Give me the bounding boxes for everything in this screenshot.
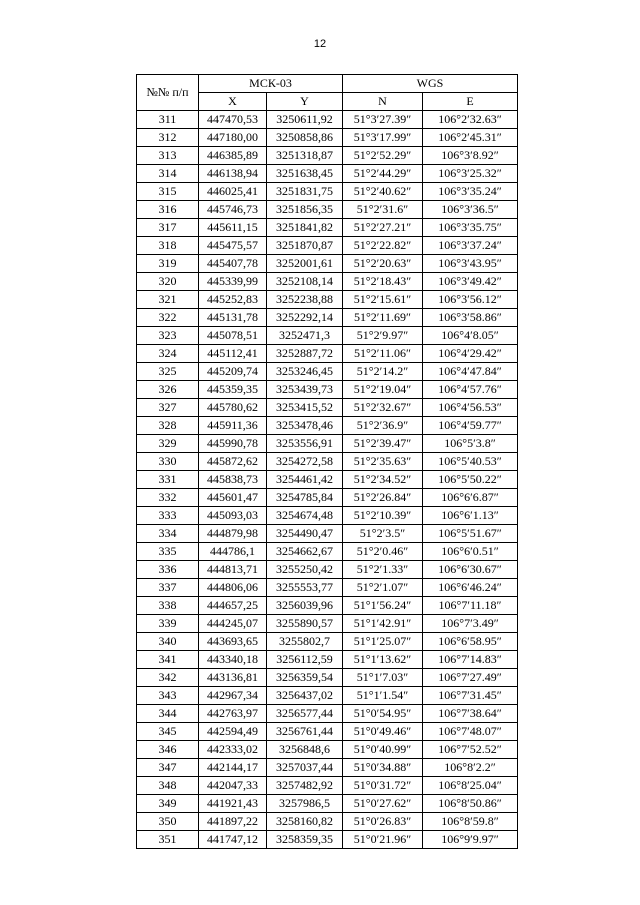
table-row xyxy=(137,381,518,399)
cell-y: 3252238,88 xyxy=(267,291,343,309)
cell-x: 447470,53 xyxy=(199,111,267,129)
table-row xyxy=(137,615,518,633)
cell-y: 3256577,44 xyxy=(267,705,343,723)
coordinates-table xyxy=(136,74,518,849)
cell-e: 106°3′25.32″ xyxy=(423,165,518,183)
cell-point-number: 319 xyxy=(137,255,199,273)
cell-n: 51°1′1.54″ xyxy=(343,687,423,705)
cell-n: 51°2′19.04″ xyxy=(343,381,423,399)
cell-y: 3255802,7 xyxy=(267,633,343,651)
table-row xyxy=(137,525,518,543)
table-row xyxy=(137,399,518,417)
page-number: 12 xyxy=(313,38,327,50)
cell-n: 51°2′44.29″ xyxy=(343,165,423,183)
cell-point-number: 346 xyxy=(137,741,199,759)
cell-e: 106°4′8.05″ xyxy=(423,327,518,345)
cell-x: 443340,18 xyxy=(199,651,267,669)
table-row xyxy=(137,831,518,849)
cell-point-number: 314 xyxy=(137,165,199,183)
cell-e: 106°4′29.42″ xyxy=(423,345,518,363)
cell-y: 3254785,84 xyxy=(267,489,343,507)
cell-e: 106°9′9.97″ xyxy=(423,831,518,849)
table-row xyxy=(137,561,518,579)
cell-x: 445911,36 xyxy=(199,417,267,435)
table-row xyxy=(137,471,518,489)
table-row xyxy=(137,219,518,237)
cell-n: 51°0′27.62″ xyxy=(343,795,423,813)
cell-point-number: 336 xyxy=(137,561,199,579)
cell-n: 51°2′36.9″ xyxy=(343,417,423,435)
cell-y: 3254461,42 xyxy=(267,471,343,489)
cell-n: 51°1′42.91″ xyxy=(343,615,423,633)
table-row xyxy=(137,723,518,741)
cell-point-number: 331 xyxy=(137,471,199,489)
cell-n: 51°3′27.39″ xyxy=(343,111,423,129)
table-row xyxy=(137,291,518,309)
cell-n: 51°0′49.46″ xyxy=(343,723,423,741)
cell-x: 445475,57 xyxy=(199,237,267,255)
table-row xyxy=(137,669,518,687)
table-row xyxy=(137,345,518,363)
table-row xyxy=(137,597,518,615)
cell-point-number: 330 xyxy=(137,453,199,471)
cell-x: 445990,78 xyxy=(199,435,267,453)
cell-x: 441921,43 xyxy=(199,795,267,813)
cell-x: 444813,71 xyxy=(199,561,267,579)
cell-e: 106°4′59.77″ xyxy=(423,417,518,435)
header-wgs: WGS xyxy=(343,75,518,93)
cell-y: 3258160,82 xyxy=(267,813,343,831)
cell-point-number: 327 xyxy=(137,399,199,417)
cell-point-number: 326 xyxy=(137,381,199,399)
cell-n: 51°2′9.97″ xyxy=(343,327,423,345)
cell-n: 51°2′22.82″ xyxy=(343,237,423,255)
cell-y: 3254272,58 xyxy=(267,453,343,471)
cell-e: 106°3′35.24″ xyxy=(423,183,518,201)
cell-point-number: 323 xyxy=(137,327,199,345)
table-body xyxy=(137,111,518,849)
cell-x: 444786,1 xyxy=(199,543,267,561)
header-n: N xyxy=(343,93,423,111)
cell-x: 445780,62 xyxy=(199,399,267,417)
cell-n: 51°2′3.5″ xyxy=(343,525,423,543)
cell-e: 106°7′11.18″ xyxy=(423,597,518,615)
table-row xyxy=(137,777,518,795)
cell-point-number: 335 xyxy=(137,543,199,561)
cell-y: 3251856,35 xyxy=(267,201,343,219)
cell-point-number: 320 xyxy=(137,273,199,291)
cell-x: 441897,22 xyxy=(199,813,267,831)
cell-point-number: 343 xyxy=(137,687,199,705)
cell-y: 3253439,73 xyxy=(267,381,343,399)
cell-y: 3253415,52 xyxy=(267,399,343,417)
table-row xyxy=(137,705,518,723)
table-row xyxy=(137,273,518,291)
cell-point-number: 333 xyxy=(137,507,199,525)
cell-n: 51°0′26.83″ xyxy=(343,813,423,831)
cell-y: 3252471,3 xyxy=(267,327,343,345)
cell-n: 51°2′0.46″ xyxy=(343,543,423,561)
table-row xyxy=(137,453,518,471)
table-row xyxy=(137,255,518,273)
cell-e: 106°7′3.49″ xyxy=(423,615,518,633)
cell-y: 3251318,87 xyxy=(267,147,343,165)
cell-e: 106°4′57.76″ xyxy=(423,381,518,399)
cell-e: 106°3′35.75″ xyxy=(423,219,518,237)
table-row xyxy=(137,489,518,507)
cell-n: 51°2′34.52″ xyxy=(343,471,423,489)
cell-e: 106°3′37.24″ xyxy=(423,237,518,255)
cell-point-number: 334 xyxy=(137,525,199,543)
cell-e: 106°6′30.67″ xyxy=(423,561,518,579)
cell-n: 51°2′14.2″ xyxy=(343,363,423,381)
table-row xyxy=(137,741,518,759)
table-row xyxy=(137,201,518,219)
cell-e: 106°3′43.95″ xyxy=(423,255,518,273)
cell-e: 106°3′36.5″ xyxy=(423,201,518,219)
cell-y: 3258359,35 xyxy=(267,831,343,849)
cell-x: 445359,35 xyxy=(199,381,267,399)
cell-y: 3256039,96 xyxy=(267,597,343,615)
cell-y: 3256359,54 xyxy=(267,669,343,687)
table-row xyxy=(137,651,518,669)
cell-x: 445601,47 xyxy=(199,489,267,507)
table-row xyxy=(137,543,518,561)
cell-x: 445112,41 xyxy=(199,345,267,363)
cell-e: 106°5′3.8″ xyxy=(423,435,518,453)
cell-n: 51°2′39.47″ xyxy=(343,435,423,453)
table-row xyxy=(137,759,518,777)
cell-point-number: 340 xyxy=(137,633,199,651)
cell-e: 106°3′58.86″ xyxy=(423,309,518,327)
cell-x: 442594,49 xyxy=(199,723,267,741)
cell-e: 106°3′8.92″ xyxy=(423,147,518,165)
cell-point-number: 349 xyxy=(137,795,199,813)
cell-y: 3257482,92 xyxy=(267,777,343,795)
cell-e: 106°7′38.64″ xyxy=(423,705,518,723)
cell-y: 3254674,48 xyxy=(267,507,343,525)
cell-y: 3250858,86 xyxy=(267,129,343,147)
cell-n: 51°0′54.95″ xyxy=(343,705,423,723)
cell-y: 3250611,92 xyxy=(267,111,343,129)
table-row xyxy=(137,417,518,435)
cell-x: 445093,03 xyxy=(199,507,267,525)
cell-point-number: 350 xyxy=(137,813,199,831)
cell-point-number: 337 xyxy=(137,579,199,597)
header-point-number: №№ п/п xyxy=(137,75,199,111)
cell-point-number: 321 xyxy=(137,291,199,309)
cell-y: 3255553,77 xyxy=(267,579,343,597)
cell-n: 51°2′10.39″ xyxy=(343,507,423,525)
cell-x: 445339,99 xyxy=(199,273,267,291)
cell-point-number: 341 xyxy=(137,651,199,669)
cell-e: 106°6′46.24″ xyxy=(423,579,518,597)
cell-y: 3257986,5 xyxy=(267,795,343,813)
table-row xyxy=(137,309,518,327)
cell-n: 51°0′21.96″ xyxy=(343,831,423,849)
cell-x: 444657,25 xyxy=(199,597,267,615)
cell-n: 51°2′1.33″ xyxy=(343,561,423,579)
cell-point-number: 311 xyxy=(137,111,199,129)
cell-y: 3252108,14 xyxy=(267,273,343,291)
cell-n: 51°2′32.67″ xyxy=(343,399,423,417)
cell-x: 446138,94 xyxy=(199,165,267,183)
table-header xyxy=(137,75,518,111)
cell-n: 51°1′25.07″ xyxy=(343,633,423,651)
cell-e: 106°7′52.52″ xyxy=(423,741,518,759)
cell-e: 106°6′6.87″ xyxy=(423,489,518,507)
cell-y: 3252001,61 xyxy=(267,255,343,273)
cell-point-number: 329 xyxy=(137,435,199,453)
cell-point-number: 332 xyxy=(137,489,199,507)
cell-x: 445131,78 xyxy=(199,309,267,327)
cell-e: 106°6′1.13″ xyxy=(423,507,518,525)
cell-x: 445872,62 xyxy=(199,453,267,471)
cell-e: 106°2′45.31″ xyxy=(423,129,518,147)
cell-e: 106°7′14.83″ xyxy=(423,651,518,669)
cell-y: 3253478,46 xyxy=(267,417,343,435)
cell-e: 106°7′48.07″ xyxy=(423,723,518,741)
cell-y: 3253246,45 xyxy=(267,363,343,381)
cell-y: 3251831,75 xyxy=(267,183,343,201)
cell-y: 3256437,02 xyxy=(267,687,343,705)
cell-y: 3253556,91 xyxy=(267,435,343,453)
cell-point-number: 347 xyxy=(137,759,199,777)
cell-n: 51°1′13.62″ xyxy=(343,651,423,669)
cell-e: 106°7′27.49″ xyxy=(423,669,518,687)
cell-x: 445078,51 xyxy=(199,327,267,345)
cell-y: 3251841,82 xyxy=(267,219,343,237)
cell-point-number: 315 xyxy=(137,183,199,201)
table-row xyxy=(137,129,518,147)
cell-x: 444245,07 xyxy=(199,615,267,633)
cell-x: 447180,00 xyxy=(199,129,267,147)
cell-x: 442333,02 xyxy=(199,741,267,759)
table-row xyxy=(137,183,518,201)
cell-y: 3254662,67 xyxy=(267,543,343,561)
cell-x: 444806,06 xyxy=(199,579,267,597)
cell-point-number: 345 xyxy=(137,723,199,741)
table-row xyxy=(137,363,518,381)
header-e: E xyxy=(423,93,518,111)
cell-point-number: 342 xyxy=(137,669,199,687)
cell-y: 3256761,44 xyxy=(267,723,343,741)
cell-n: 51°2′31.6″ xyxy=(343,201,423,219)
cell-e: 106°3′56.12″ xyxy=(423,291,518,309)
cell-n: 51°1′56.24″ xyxy=(343,597,423,615)
cell-x: 445746,73 xyxy=(199,201,267,219)
cell-point-number: 351 xyxy=(137,831,199,849)
cell-x: 442967,34 xyxy=(199,687,267,705)
cell-y: 3255890,57 xyxy=(267,615,343,633)
cell-point-number: 348 xyxy=(137,777,199,795)
cell-e: 106°8′50.86″ xyxy=(423,795,518,813)
cell-x: 443136,81 xyxy=(199,669,267,687)
table-row xyxy=(137,813,518,831)
cell-x: 445209,74 xyxy=(199,363,267,381)
cell-x: 445252,83 xyxy=(199,291,267,309)
table-row xyxy=(137,579,518,597)
cell-point-number: 338 xyxy=(137,597,199,615)
cell-x: 446385,89 xyxy=(199,147,267,165)
cell-y: 3252292,14 xyxy=(267,309,343,327)
cell-n: 51°2′40.62″ xyxy=(343,183,423,201)
cell-e: 106°5′51.67″ xyxy=(423,525,518,543)
cell-e: 106°4′47.84″ xyxy=(423,363,518,381)
cell-point-number: 312 xyxy=(137,129,199,147)
header-msk03: МСК-03 xyxy=(199,75,343,93)
cell-n: 51°2′26.84″ xyxy=(343,489,423,507)
cell-n: 51°2′1.07″ xyxy=(343,579,423,597)
cell-y: 3255250,42 xyxy=(267,561,343,579)
cell-n: 51°2′20.63″ xyxy=(343,255,423,273)
cell-e: 106°4′56.53″ xyxy=(423,399,518,417)
table-row xyxy=(137,147,518,165)
cell-y: 3251638,45 xyxy=(267,165,343,183)
cell-e: 106°8′25.04″ xyxy=(423,777,518,795)
cell-y: 3256848,6 xyxy=(267,741,343,759)
cell-e: 106°8′59.8″ xyxy=(423,813,518,831)
cell-point-number: 322 xyxy=(137,309,199,327)
cell-n: 51°2′35.63″ xyxy=(343,453,423,471)
cell-point-number: 316 xyxy=(137,201,199,219)
table-row xyxy=(137,795,518,813)
table-row xyxy=(137,237,518,255)
cell-e: 106°6′58.95″ xyxy=(423,633,518,651)
cell-y: 3256112,59 xyxy=(267,651,343,669)
cell-point-number: 339 xyxy=(137,615,199,633)
table-row xyxy=(137,165,518,183)
header-x: X xyxy=(199,93,267,111)
cell-e: 106°3′49.42″ xyxy=(423,273,518,291)
cell-x: 441747,12 xyxy=(199,831,267,849)
cell-y: 3257037,44 xyxy=(267,759,343,777)
cell-x: 445407,78 xyxy=(199,255,267,273)
cell-x: 445838,73 xyxy=(199,471,267,489)
cell-n: 51°2′11.06″ xyxy=(343,345,423,363)
cell-x: 444879,98 xyxy=(199,525,267,543)
cell-x: 443693,65 xyxy=(199,633,267,651)
cell-x: 442763,97 xyxy=(199,705,267,723)
cell-x: 442144,17 xyxy=(199,759,267,777)
cell-n: 51°2′18.43″ xyxy=(343,273,423,291)
cell-point-number: 324 xyxy=(137,345,199,363)
cell-e: 106°5′40.53″ xyxy=(423,453,518,471)
cell-point-number: 317 xyxy=(137,219,199,237)
cell-n: 51°3′17.99″ xyxy=(343,129,423,147)
cell-e: 106°5′50.22″ xyxy=(423,471,518,489)
cell-n: 51°2′27.21″ xyxy=(343,219,423,237)
cell-point-number: 313 xyxy=(137,147,199,165)
cell-n: 51°2′15.61″ xyxy=(343,291,423,309)
cell-e: 106°2′32.63″ xyxy=(423,111,518,129)
table-row xyxy=(137,507,518,525)
cell-point-number: 328 xyxy=(137,417,199,435)
table-row xyxy=(137,327,518,345)
cell-e: 106°7′31.45″ xyxy=(423,687,518,705)
cell-y: 3254490,47 xyxy=(267,525,343,543)
table-row xyxy=(137,435,518,453)
header-y: Y xyxy=(267,93,343,111)
table-row xyxy=(137,111,518,129)
cell-point-number: 344 xyxy=(137,705,199,723)
cell-n: 51°0′40.99″ xyxy=(343,741,423,759)
table-row xyxy=(137,633,518,651)
cell-x: 442047,33 xyxy=(199,777,267,795)
cell-x: 445611,15 xyxy=(199,219,267,237)
cell-n: 51°2′52.29″ xyxy=(343,147,423,165)
cell-y: 3252887,72 xyxy=(267,345,343,363)
cell-y: 3251870,87 xyxy=(267,237,343,255)
table-row xyxy=(137,687,518,705)
cell-point-number: 318 xyxy=(137,237,199,255)
cell-e: 106°6′0.51″ xyxy=(423,543,518,561)
cell-n: 51°0′34.88″ xyxy=(343,759,423,777)
cell-n: 51°1′7.03″ xyxy=(343,669,423,687)
cell-n: 51°2′11.69″ xyxy=(343,309,423,327)
cell-point-number: 325 xyxy=(137,363,199,381)
cell-e: 106°8′2.2″ xyxy=(423,759,518,777)
cell-n: 51°0′31.72″ xyxy=(343,777,423,795)
cell-x: 446025,41 xyxy=(199,183,267,201)
